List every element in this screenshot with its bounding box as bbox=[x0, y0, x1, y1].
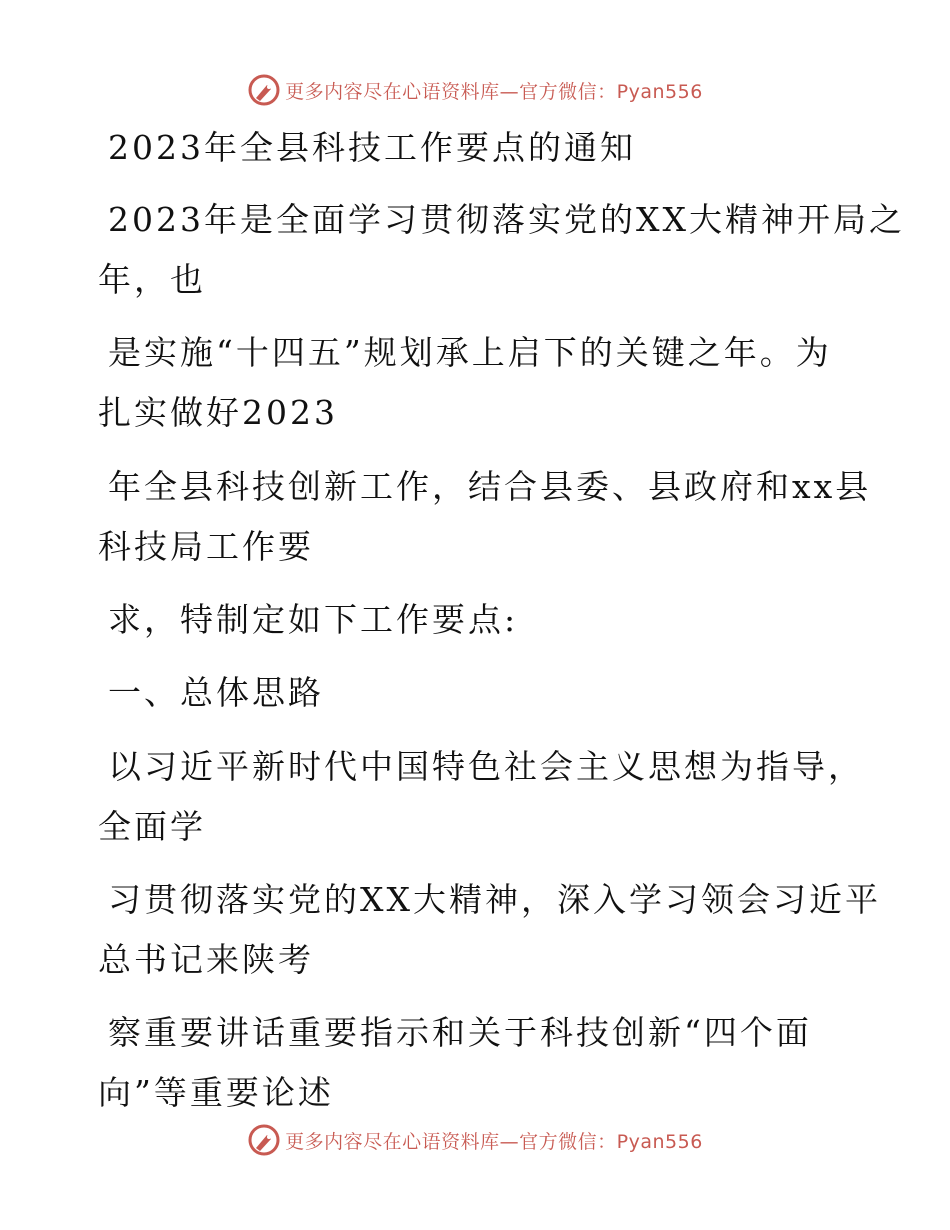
paragraph-line: 年，也 bbox=[98, 260, 206, 299]
paragraph-line: 求，特制定如下工作要点: bbox=[108, 600, 519, 639]
footer-watermark-text: 更多内容尽在心语资料库—官方微信：Pyan556 bbox=[285, 1130, 703, 1153]
paragraph-line: 科技局工作要 bbox=[98, 527, 314, 566]
paragraph-line: 全面学 bbox=[98, 807, 206, 846]
document-title: 2023年全县科技工作要点的通知 bbox=[108, 128, 636, 167]
header-watermark-text: 更多内容尽在心语资料库—官方微信：Pyan556 bbox=[285, 80, 703, 103]
paragraph-line: 2023年是全面学习贯彻落实党的XX大精神开局之 bbox=[108, 200, 905, 239]
paragraph-line: 年全县科技创新工作，结合县委、县政府和xx县 bbox=[108, 467, 872, 506]
footer-watermark-banner bbox=[0, 1120, 950, 1160]
paragraph-line: 以习近平新时代中国特色社会主义思想为指导， bbox=[108, 747, 864, 786]
paragraph-line: 扎实做好2023 bbox=[98, 393, 338, 432]
paragraph-line: 习贯彻落实党的XX大精神，深入学习领会习近平 bbox=[108, 880, 881, 919]
pen-nib-logo-icon bbox=[247, 1123, 281, 1157]
paragraph-line: 察重要讲话重要指示和关于科技创新“四个面 bbox=[108, 1013, 812, 1052]
section-heading: 一、总体思路 bbox=[108, 673, 324, 712]
paragraph-line: 总书记来陕考 bbox=[98, 940, 314, 979]
paragraph-line: 向”等重要论述 bbox=[98, 1073, 334, 1112]
paragraph-line: 是实施“十四五”规划承上启下的关键之年。为 bbox=[108, 333, 832, 372]
